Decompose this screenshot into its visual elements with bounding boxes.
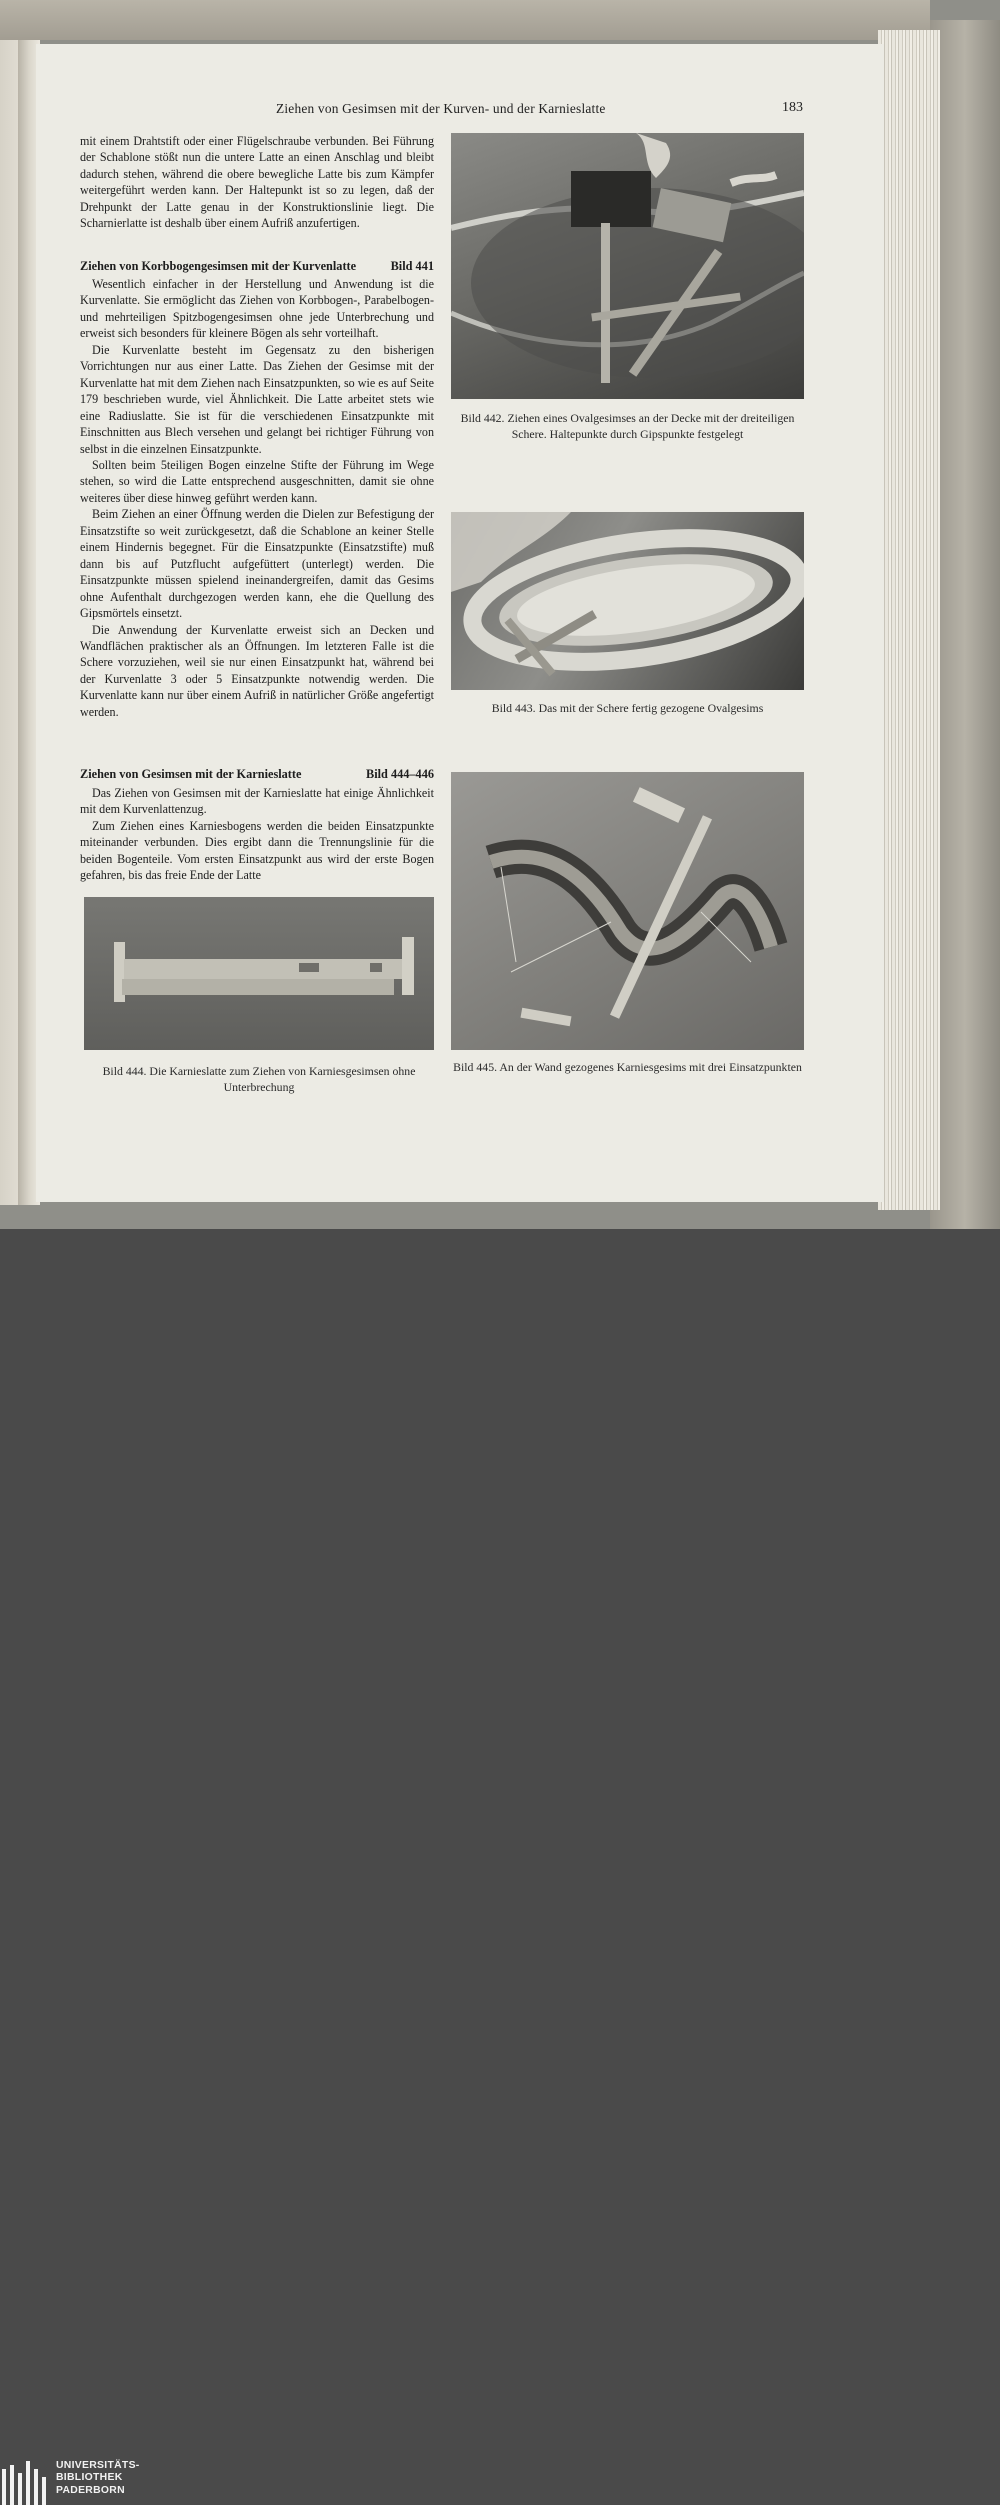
paragraph: mit einem Drahtstift oder einer Flügelschraube verbunden. Bei Führung der Schablone stößt nun die untere Latte an einen Anschlag und bleibt dadurch stehen, während die obere bewegliche Latte bis zum Kämpfer weitergeführt werden kann. Der Haltepunkt ist so zu legen, daß der Drehpunkt der Latte genau in der Konstruktionslinie liegt. Die Scharnierlatte ist deshalb über einem Aufriß anzufertigen. (80, 134, 434, 231)
text-section-korbbogen (80, 276, 434, 720)
paragraph: Beim Ziehen an einer Öffnung werden die Dielen zur Befestigung der Einsatzstifte so weit zurückgesetzt, daß die Schablone an keiner Stelle einem Hindernis begegnet. Für die Einsatzpunkte (Einsatzstifte) muß dann bis auf Putzflucht aufgefüttert (unterlegt) werden. Die Einsatzpunkte müssen spielend ineinandergreifen, damit das Gesims ohne Aufenthalt durchgezogen werden kann, ehe die Quellung des Gipsmörtels einsetzt. (80, 507, 434, 621)
figure-442-caption: Bild 442. Ziehen eines Ovalgesimses an der Decke mit der dreiteiligen Schere. Haltepunkte durch Gipspunkte festgelegt (460, 411, 795, 441)
section-heading-text: Ziehen von Korbbogengesimsen mit der Kurvenlatte (80, 259, 357, 273)
scanned-book-spread (0, 0, 1000, 1229)
section-heading-karnies (80, 767, 434, 782)
text-section-karnies (80, 785, 434, 884)
figure-444-caption: Bild 444. Die Karnieslatte zum Ziehen von Karniesgesimsen ohne Unterbrechung (102, 1064, 416, 1094)
library-name-line: BIBLIOTHEK (56, 2472, 123, 2484)
figure-445-caption: Bild 445. An der Wand gezogenes Karniesgesims mit drei Einsatzpunkten (453, 1060, 802, 1074)
figure-445-photo (451, 772, 804, 1050)
section-heading-ref: Bild 444–446 (366, 767, 434, 781)
page-number: 183 (782, 100, 803, 115)
oval-cornice-illustration (451, 512, 804, 690)
paragraph: Das Ziehen von Gesimsen mit der Karnieslatte hat einige Ähnlichkeit mit dem Kurvenlattenzug. (80, 786, 434, 817)
library-name (56, 2460, 140, 2497)
paragraph: Die Anwendung der Kurvenlatte erweist sich an Decken und Wandflächen praktischer als an Öffnungen. Im letzteren Falle ist die Schere vorzuziehen, weil sie nur einen Einsatzpunkt hat, während bei der Kurvenlatte 3 oder 5 Einsatzpunkte notwendig werden. Die Kurvenlatte kann nur über einem Aufriß in natürlicher Größe angefertigt werden. (80, 622, 434, 719)
section-heading-ref: Bild 441 (390, 259, 434, 273)
running-title: Ziehen von Gesimsen mit der Kurven- und der Karnieslatte (276, 101, 606, 116)
section-heading-text: Ziehen von Gesimsen mit der Karnieslatte (80, 767, 302, 781)
section-heading-korbbogen (80, 259, 434, 274)
page-stack-edges (878, 30, 940, 1210)
library-logo-icon (2, 2461, 48, 2505)
text-intro (80, 133, 434, 232)
figure-443-photo (451, 512, 804, 690)
figure-442-photo (451, 133, 804, 399)
paragraph: Wesentlich einfacher in der Herstellung und Anwendung ist die Kurvenlatte. Sie ermöglicht das Ziehen von Korbbogen-, Parabelbogen- und mehrteiligen Spitzbogengesimsen ohne jede Unterbrechung und erweist sich besonders für kleinere Bögen als sehr vorteilhaft. (80, 277, 434, 341)
ceiling-ornament-illustration (451, 133, 804, 399)
karnies-cornice-illustration (451, 772, 804, 1050)
paragraph: Zum Ziehen eines Karniesbogens werden die beiden Einsatzpunkte miteinander verbunden. Dies ergibt dann die Trennungslinie für die beiden Bogenteile. Vom ersten Einsatzpunkt aus wird der erste Bogen gefahren, bis das freie Ende der Latte (80, 818, 434, 883)
library-name-line: PADERBORN (56, 2484, 125, 2496)
figure-443-caption: Bild 443. Das mit der Schere fertig gezogene Ovalgesims (491, 701, 764, 715)
library-footer-bar (0, 1229, 1000, 2496)
karnies-batten-illustration (84, 897, 434, 1050)
book-cover-top (0, 0, 930, 40)
paragraph: Sollten beim 5teiligen Bogen einzelne Stifte der Führung im Wege stehen, so wird die Latte entsprechend ausgeschnitten, damit sie ohne weiteres über diese hinweg geführt werden kann. (80, 457, 434, 505)
library-name-line: UNIVERSITÄTS- (56, 2460, 140, 2471)
paragraph: Die Kurvenlatte besteht im Gegensatz zu den bisherigen Vorrichtungen nur aus einer Latte. Das Ziehen der Gesimse mit der Kurvenlatte hat mit dem Ziehen nach Einsatzpunkten, so wie es auf Seite 179 beschrieben wurde, viel Ähnlichkeit. Die Latte arbeitet stets wie eine Radiuslatte. Sie ist für die verschiedenen Einsatzpunkte mit Einschnitten aus Blech versehen und gelangt bei richtiger Führung von selbst in die einzelnen Einsatzpunkte. (80, 342, 434, 456)
book-cover-right (930, 20, 1000, 1229)
figure-444-photo (84, 897, 434, 1050)
